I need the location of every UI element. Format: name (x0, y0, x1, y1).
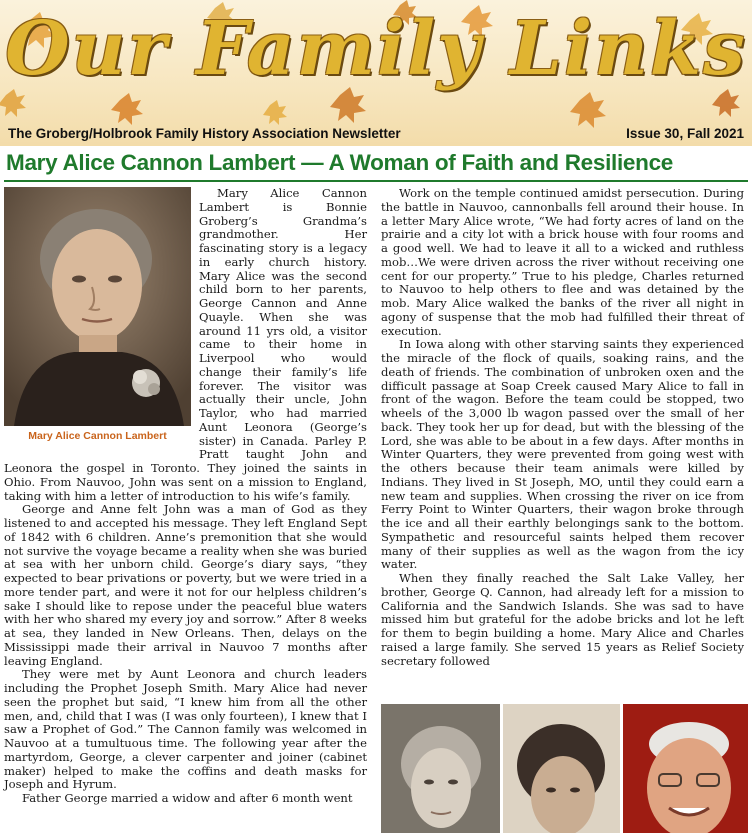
masthead-subtitle-bar (4, 125, 748, 145)
paragraph: When they finally reached the Salt Lake Valley, her brother, George Q. Cannon, had already left for a mission to California and the Sandwich Islands. She was sad to have missed him but grateful for the adobe bricks and lot he left for them to begin building a home. Mary Alice and Charles raised a large family. She served 15 years as Relief Society secretary followed (381, 571, 744, 668)
paragraph: George and Anne felt John was a man of God as they listened to and accepted his message. They left England Sept of 1842 with 6 children. Anne’s premonition that she would not survive the voyage became a reality when she was buried at sea with her unborn child. George’s diary says, “they expected to bear privations or poverty, but we were tried in a more tender part, and were it not for our helpless children’s sake I should like to repose under the peaceful blue waters with her who shared my every joy and sorrow.” After 8 weeks at sea, they landed in New Orleans. Then, delays on the Mississippi made their arrival in Nauvoo 7 months after leaving England. (4, 502, 367, 668)
family-photo-illustration (503, 704, 620, 833)
article-headline: Mary Alice Cannon Lambert — A Woman of Faith and Resilience (6, 150, 674, 175)
article-column-left (4, 187, 367, 806)
family-photo-illustration (623, 704, 748, 833)
portrait-caption: Mary Alice Cannon Lambert (28, 430, 167, 442)
portrait-illustration (4, 187, 191, 426)
article-column-right (381, 187, 744, 668)
newsletter-logo-title: Our Family Links (5, 6, 747, 92)
family-photo-1 (381, 704, 500, 833)
paragraph: Work on the temple continued amidst persecution. During the battle in Nauvoo, cannonballs fell around their house. In a letter Mary Alice wrote, “We had forty acres of land on the prairie and a city lot with a brick house with four rooms and a good well. We had to leave it all to a wicked and ruthless mob…We were driven across the river without receiving one cent for our property.” True to his pledge, Charles returned to Nauvoo to help others to flee and was detained by the mob. Mary Alice walked the banks of the river all night in agony of suspense that the mob had fulfilled their threat of execution. (381, 186, 744, 338)
masthead-banner (0, 0, 752, 146)
portrait-photo (4, 187, 191, 426)
portrait-figure (4, 187, 191, 446)
paragraph: Mary Alice Cannon Lambert is Bonnie Groberg’s Grandma’s grandmother. Her fascinating story is a legacy in early church history. Mary Alice was the second child born to her parents, George Cannon and Anne Quayle. When she was around 11 yrs old, a visitor came to their home in Liverpool who would change their family’s life forever. The visitor was actually their uncle, John Taylor, who had married Aunt Leonora (George’s sister) in Canada. Parley P. Pratt taught John and Leonora the gospel in Toronto. They joined the saints in Ohio. From Nauvoo, John was sent on a mission to England, taking with him a letter of introduction to his wife’s family. (4, 186, 367, 503)
headline-divider (4, 180, 748, 182)
organization-name: The Groberg/Holbrook Family History Association Newsletter (8, 126, 401, 141)
family-photo-strip (381, 704, 748, 833)
issue-number: Issue 30, Fall 2021 (626, 126, 744, 141)
paragraph: In Iowa along with other starving saints they experienced the miracle of the flock of quails, soaking rains, and the death of friends. The combination of unbroken oxen and the difficult passage at Soap Creek caused Mary Alice to fall in front of the wagon. Before the team could be stopped, two wheels of the 3,000 lb wagon passed over the small of her back. They took her up for dead, but with the blessing of the Lord, she was able to be about in a few days. After months in Winter Quarters, they were prevented from going west with the others because their team animals were killed by Indians. They lived in St Joseph, MO, until they could earn a new team and supplies. When crossing the river on ice from Ferry Point to Winter Quarters, their wagon broke through the ice and all their earthly belongings sank to the bottom. Sympathetic and resourceful saints helped them recover many of their supplies as well as the wagon from the icy water. (381, 337, 744, 572)
family-photo-illustration (381, 704, 500, 833)
family-photo-3 (623, 704, 748, 833)
paragraph: They were met by Aunt Leonora and church leaders including the Prophet Joseph Smith. Mary Alice had never seen the prophet but said, “I knew him from all the other men, and, child that I was (I was only fourteen), I knew that I saw a Prophet of God.” The Cannon family was welcomed in Nauvoo at a tumultuous time. The following year after the martyrdom, George, a clever carpenter and joiner (cabinet maker) helped to make the coffins and death masks for Joseph and Hyrum. (4, 667, 367, 792)
family-photo-2 (503, 704, 620, 833)
paragraph: Father George married a widow and after 6 month went (22, 791, 353, 805)
